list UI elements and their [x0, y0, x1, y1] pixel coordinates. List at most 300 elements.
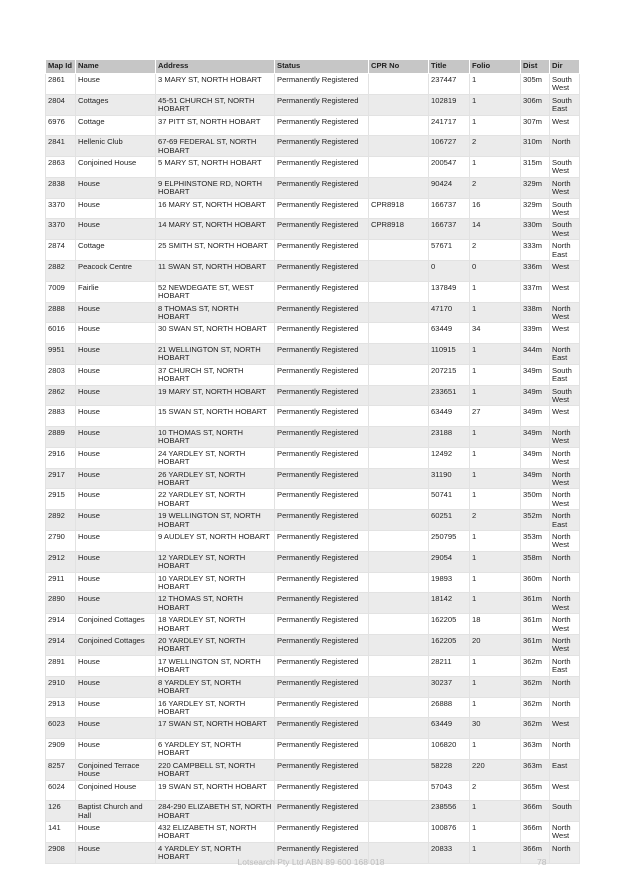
cell-address: 432 ELIZABETH ST, NORTH HOBART	[156, 821, 275, 842]
cell-map-id: 6024	[46, 780, 76, 801]
cell-dist: 361m	[521, 614, 550, 635]
cell-name: House	[76, 489, 156, 510]
cell-folio: 1	[470, 447, 521, 468]
cell-status: Permanently Registered	[275, 426, 369, 447]
cell-folio: 1	[470, 572, 521, 593]
cell-folio: 1	[470, 801, 521, 822]
cell-dir: North East	[550, 240, 580, 261]
cell-folio: 220	[470, 759, 521, 780]
cell-cpr-no	[369, 614, 429, 635]
table-row	[46, 426, 580, 447]
cell-folio: 0	[470, 261, 521, 282]
cell-map-id: 2861	[46, 74, 76, 95]
cell-dist: 361m	[521, 593, 550, 614]
cell-name: House	[76, 821, 156, 842]
cell-folio: 2	[470, 136, 521, 157]
cell-dist: 358m	[521, 551, 550, 572]
cell-status: Permanently Registered	[275, 676, 369, 697]
cell-title: 63449	[429, 718, 470, 739]
cell-folio: 30	[470, 718, 521, 739]
cell-dist: 305m	[521, 74, 550, 95]
cell-dir: North	[550, 136, 580, 157]
cell-folio: 1	[470, 697, 521, 718]
cell-map-id: 2914	[46, 635, 76, 656]
cell-status: Permanently Registered	[275, 697, 369, 718]
cell-dir: North	[550, 842, 580, 863]
cell-title: 162205	[429, 635, 470, 656]
cell-map-id: 2790	[46, 531, 76, 552]
cell-dir: South West	[550, 198, 580, 219]
cell-dir: North	[550, 697, 580, 718]
cell-status: Permanently Registered	[275, 364, 369, 385]
cell-map-id: 2912	[46, 551, 76, 572]
table-row	[46, 74, 580, 95]
cell-dist: 349m	[521, 385, 550, 406]
cell-dir: South	[550, 801, 580, 822]
cell-address: 4 YARDLEY ST, NORTH HOBART	[156, 842, 275, 863]
cell-dist: 337m	[521, 281, 550, 302]
cell-status: Permanently Registered	[275, 281, 369, 302]
cell-map-id: 126	[46, 801, 76, 822]
cell-status: Permanently Registered	[275, 343, 369, 364]
table-row	[46, 177, 580, 198]
cell-cpr-no	[369, 447, 429, 468]
cell-cpr-no	[369, 74, 429, 95]
cell-address: 22 YARDLEY ST, NORTH HOBART	[156, 489, 275, 510]
cell-title: 0	[429, 261, 470, 282]
cell-dist: 349m	[521, 426, 550, 447]
cell-name: House	[76, 718, 156, 739]
table-row	[46, 136, 580, 157]
table-row	[46, 718, 580, 739]
cell-dir: North West	[550, 447, 580, 468]
cell-address: 284-290 ELIZABETH ST, NORTH HOBART	[156, 801, 275, 822]
cell-cpr-no	[369, 468, 429, 489]
cell-address: 19 WELLINGTON ST, NORTH HOBART	[156, 510, 275, 531]
cell-map-id: 6976	[46, 115, 76, 136]
cell-dist: 336m	[521, 261, 550, 282]
cell-status: Permanently Registered	[275, 74, 369, 95]
cell-folio: 2	[470, 780, 521, 801]
table-row	[46, 572, 580, 593]
cell-folio: 1	[470, 551, 521, 572]
cell-name: House	[76, 510, 156, 531]
cell-name: House	[76, 385, 156, 406]
cell-status: Permanently Registered	[275, 655, 369, 676]
cell-dist: 366m	[521, 842, 550, 863]
cell-map-id: 2911	[46, 572, 76, 593]
cell-status: Permanently Registered	[275, 177, 369, 198]
header-dist: Dist	[521, 60, 550, 74]
cell-dist: 361m	[521, 635, 550, 656]
cell-status: Permanently Registered	[275, 94, 369, 115]
cell-name: House	[76, 323, 156, 344]
header-dir: Dir	[550, 60, 580, 74]
cell-cpr-no	[369, 510, 429, 531]
cell-dir: North East	[550, 655, 580, 676]
cell-status: Permanently Registered	[275, 572, 369, 593]
cell-title: 106820	[429, 738, 470, 759]
cell-title: 58228	[429, 759, 470, 780]
cell-dir: North	[550, 572, 580, 593]
cell-folio: 1	[470, 468, 521, 489]
cell-dir: West	[550, 718, 580, 739]
cell-dist: 353m	[521, 531, 550, 552]
cell-dist: 352m	[521, 510, 550, 531]
cell-address: 12 YARDLEY ST, NORTH HOBART	[156, 551, 275, 572]
cell-dir: West	[550, 261, 580, 282]
cell-folio: 1	[470, 94, 521, 115]
cell-dir: West	[550, 323, 580, 344]
cell-folio: 1	[470, 655, 521, 676]
cell-status: Permanently Registered	[275, 261, 369, 282]
cell-folio: 2	[470, 240, 521, 261]
cell-folio: 20	[470, 635, 521, 656]
header-status: Status	[275, 60, 369, 74]
cell-map-id: 2838	[46, 177, 76, 198]
cell-map-id: 9951	[46, 343, 76, 364]
cell-title: 166737	[429, 198, 470, 219]
cell-dist: 362m	[521, 655, 550, 676]
cell-map-id: 2917	[46, 468, 76, 489]
table-row	[46, 281, 580, 302]
cell-title: 106727	[429, 136, 470, 157]
cell-folio: 1	[470, 489, 521, 510]
cell-status: Permanently Registered	[275, 406, 369, 427]
cell-folio: 2	[470, 177, 521, 198]
cell-address: 6 YARDLEY ST, NORTH HOBART	[156, 738, 275, 759]
cell-folio: 1	[470, 115, 521, 136]
cell-title: 31190	[429, 468, 470, 489]
table-row	[46, 240, 580, 261]
cell-status: Permanently Registered	[275, 738, 369, 759]
cell-cpr-no	[369, 635, 429, 656]
cell-address: 25 SMITH ST, NORTH HOBART	[156, 240, 275, 261]
header-title: Title	[429, 60, 470, 74]
cell-cpr-no: CPR8918	[369, 198, 429, 219]
cell-cpr-no: CPR8918	[369, 219, 429, 240]
cell-dir: North	[550, 551, 580, 572]
header-address: Address	[156, 60, 275, 74]
cell-map-id: 2803	[46, 364, 76, 385]
cell-address: 17 SWAN ST, NORTH HOBART	[156, 718, 275, 739]
cell-dir: North	[550, 676, 580, 697]
cell-status: Permanently Registered	[275, 302, 369, 323]
cell-address: 67-69 FEDERAL ST, NORTH HOBART	[156, 136, 275, 157]
cell-status: Permanently Registered	[275, 136, 369, 157]
cell-folio: 1	[470, 281, 521, 302]
cell-cpr-no	[369, 240, 429, 261]
cell-address: 17 WELLINGTON ST, NORTH HOBART	[156, 655, 275, 676]
cell-map-id: 2915	[46, 489, 76, 510]
cell-name: House	[76, 697, 156, 718]
header-folio: Folio	[470, 60, 521, 74]
cell-map-id: 2888	[46, 302, 76, 323]
table-row	[46, 364, 580, 385]
header-map-id: Map Id	[46, 60, 76, 74]
cell-cpr-no	[369, 489, 429, 510]
cell-dir: South East	[550, 364, 580, 385]
cell-dir: North West	[550, 593, 580, 614]
cell-cpr-no	[369, 718, 429, 739]
cell-status: Permanently Registered	[275, 115, 369, 136]
cell-name: House	[76, 74, 156, 95]
cell-folio: 1	[470, 74, 521, 95]
cell-cpr-no	[369, 323, 429, 344]
cell-dir: South West	[550, 74, 580, 95]
cell-cpr-no	[369, 177, 429, 198]
table-row	[46, 635, 580, 656]
cell-map-id: 2804	[46, 94, 76, 115]
cell-status: Permanently Registered	[275, 801, 369, 822]
footer-company: Lotsearch Pty Ltd ABN 89 600 168 018	[237, 857, 385, 867]
table-row	[46, 323, 580, 344]
cell-address: 9 ELPHINSTONE RD, NORTH HOBART	[156, 177, 275, 198]
cell-dist: 363m	[521, 759, 550, 780]
cell-cpr-no	[369, 136, 429, 157]
cell-title: 207215	[429, 364, 470, 385]
cell-address: 45-51 CHURCH ST, NORTH HOBART	[156, 94, 275, 115]
table-row	[46, 219, 580, 240]
table-row	[46, 406, 580, 427]
cell-address: 10 YARDLEY ST, NORTH HOBART	[156, 572, 275, 593]
cell-folio: 1	[470, 676, 521, 697]
cell-address: 5 MARY ST, NORTH HOBART	[156, 157, 275, 178]
cell-map-id: 2916	[46, 447, 76, 468]
cell-cpr-no	[369, 115, 429, 136]
cell-dist: 330m	[521, 219, 550, 240]
cell-cpr-no	[369, 738, 429, 759]
cell-address: 8 YARDLEY ST, NORTH HOBART	[156, 676, 275, 697]
cell-title: 162205	[429, 614, 470, 635]
cell-dist: 349m	[521, 406, 550, 427]
cell-folio: 1	[470, 364, 521, 385]
cell-name: Conjoined Cottages	[76, 614, 156, 635]
cell-dist: 338m	[521, 302, 550, 323]
cell-dir: North West	[550, 302, 580, 323]
cell-dir: North West	[550, 426, 580, 447]
cell-address: 20 YARDLEY ST, NORTH HOBART	[156, 635, 275, 656]
cell-dir: North West	[550, 489, 580, 510]
cell-cpr-no	[369, 343, 429, 364]
cell-dist: 349m	[521, 447, 550, 468]
cell-status: Permanently Registered	[275, 157, 369, 178]
cell-title: 63449	[429, 406, 470, 427]
table-row	[46, 261, 580, 282]
table-row	[46, 697, 580, 718]
cell-folio: 1	[470, 302, 521, 323]
cell-name: House	[76, 655, 156, 676]
cell-address: 37 CHURCH ST, NORTH HOBART	[156, 364, 275, 385]
cell-folio: 1	[470, 593, 521, 614]
cell-cpr-no	[369, 531, 429, 552]
cell-address: 52 NEWDEGATE ST, WEST HOBART	[156, 281, 275, 302]
cell-title: 18142	[429, 593, 470, 614]
cell-folio: 2	[470, 510, 521, 531]
cell-cpr-no	[369, 593, 429, 614]
cell-map-id: 6016	[46, 323, 76, 344]
cell-dist: 362m	[521, 676, 550, 697]
cell-dir: North West	[550, 635, 580, 656]
cell-dir: North East	[550, 343, 580, 364]
cell-dir: West	[550, 281, 580, 302]
cell-title: 250795	[429, 531, 470, 552]
cell-title: 26888	[429, 697, 470, 718]
cell-title: 12492	[429, 447, 470, 468]
table-row	[46, 489, 580, 510]
cell-folio: 1	[470, 842, 521, 863]
cell-map-id: 2908	[46, 842, 76, 863]
cell-title: 200547	[429, 157, 470, 178]
table-row	[46, 655, 580, 676]
cell-address: 9 AUDLEY ST, NORTH HOBART	[156, 531, 275, 552]
cell-status: Permanently Registered	[275, 219, 369, 240]
cell-name: House	[76, 219, 156, 240]
cell-folio: 1	[470, 385, 521, 406]
cell-name: House	[76, 406, 156, 427]
cell-status: Permanently Registered	[275, 447, 369, 468]
cell-address: 12 THOMAS ST, NORTH HOBART	[156, 593, 275, 614]
cell-dist: 307m	[521, 115, 550, 136]
cell-dir: East	[550, 759, 580, 780]
cell-address: 19 SWAN ST, NORTH HOBART	[156, 780, 275, 801]
cell-status: Permanently Registered	[275, 468, 369, 489]
table-row	[46, 198, 580, 219]
cell-status: Permanently Registered	[275, 531, 369, 552]
cell-map-id: 141	[46, 821, 76, 842]
cell-cpr-no	[369, 281, 429, 302]
cell-title: 102819	[429, 94, 470, 115]
cell-cpr-no	[369, 157, 429, 178]
cell-status: Permanently Registered	[275, 240, 369, 261]
cell-address: 11 SWAN ST, NORTH HOBART	[156, 261, 275, 282]
table-row	[46, 738, 580, 759]
cell-title: 20833	[429, 842, 470, 863]
cell-folio: 18	[470, 614, 521, 635]
cell-address: 16 YARDLEY ST, NORTH HOBART	[156, 697, 275, 718]
cell-name: Conjoined House	[76, 780, 156, 801]
cell-name: House	[76, 302, 156, 323]
cell-status: Permanently Registered	[275, 489, 369, 510]
cell-title: 110915	[429, 343, 470, 364]
cell-address: 8 THOMAS ST, NORTH HOBART	[156, 302, 275, 323]
cell-name: House	[76, 531, 156, 552]
cell-title: 29054	[429, 551, 470, 572]
table-header-row	[46, 60, 580, 74]
cell-title: 57671	[429, 240, 470, 261]
cell-map-id: 2862	[46, 385, 76, 406]
cell-dir: North West	[550, 531, 580, 552]
cell-dir: North	[550, 738, 580, 759]
cell-dir: North East	[550, 510, 580, 531]
cell-folio: 34	[470, 323, 521, 344]
cell-address: 15 SWAN ST, NORTH HOBART	[156, 406, 275, 427]
footer-page-number: 78	[537, 857, 547, 867]
cell-map-id: 6023	[46, 718, 76, 739]
cell-dist: 349m	[521, 364, 550, 385]
cell-status: Permanently Registered	[275, 593, 369, 614]
cell-name: House	[76, 198, 156, 219]
cell-dist: 362m	[521, 697, 550, 718]
cell-cpr-no	[369, 94, 429, 115]
cell-dir: West	[550, 406, 580, 427]
table-row	[46, 115, 580, 136]
cell-folio: 27	[470, 406, 521, 427]
cell-address: 37 PITT ST, NORTH HOBART	[156, 115, 275, 136]
cell-dir: North West	[550, 468, 580, 489]
cell-map-id: 2910	[46, 676, 76, 697]
cell-address: 14 MARY ST, NORTH HOBART	[156, 219, 275, 240]
cell-title: 137849	[429, 281, 470, 302]
cell-map-id: 3370	[46, 198, 76, 219]
cell-address: 19 MARY ST, NORTH HOBART	[156, 385, 275, 406]
cell-cpr-no	[369, 676, 429, 697]
cell-title: 19893	[429, 572, 470, 593]
cell-cpr-no	[369, 697, 429, 718]
table-row	[46, 531, 580, 552]
cell-map-id: 2913	[46, 697, 76, 718]
cell-status: Permanently Registered	[275, 551, 369, 572]
cell-name: House	[76, 738, 156, 759]
table-body	[46, 74, 580, 864]
cell-dist: 366m	[521, 801, 550, 822]
cell-dist: 306m	[521, 94, 550, 115]
cell-name: House	[76, 551, 156, 572]
cell-name: Cottage	[76, 115, 156, 136]
cell-title: 30237	[429, 676, 470, 697]
table-row	[46, 801, 580, 822]
cell-title: 238556	[429, 801, 470, 822]
cell-dir: West	[550, 115, 580, 136]
cell-status: Permanently Registered	[275, 821, 369, 842]
cell-cpr-no	[369, 406, 429, 427]
cell-dir: North West	[550, 177, 580, 198]
table-row	[46, 157, 580, 178]
cell-status: Permanently Registered	[275, 842, 369, 863]
cell-title: 23188	[429, 426, 470, 447]
cell-title: 28211	[429, 655, 470, 676]
cell-status: Permanently Registered	[275, 198, 369, 219]
cell-cpr-no	[369, 385, 429, 406]
cell-dist: 333m	[521, 240, 550, 261]
cell-dir: South West	[550, 219, 580, 240]
table-row	[46, 593, 580, 614]
cell-name: House	[76, 426, 156, 447]
cell-map-id: 2891	[46, 655, 76, 676]
cell-dist: 315m	[521, 157, 550, 178]
cell-dir: North West	[550, 821, 580, 842]
cell-folio: 1	[470, 157, 521, 178]
cell-dist: 362m	[521, 718, 550, 739]
table-row	[46, 551, 580, 572]
cell-address: 3 MARY ST, NORTH HOBART	[156, 74, 275, 95]
cell-name: Conjoined House	[76, 157, 156, 178]
cell-title: 50741	[429, 489, 470, 510]
cell-map-id: 8257	[46, 759, 76, 780]
cell-name: House	[76, 177, 156, 198]
cell-dist: 344m	[521, 343, 550, 364]
cell-dir: South East	[550, 94, 580, 115]
cell-name: Baptist Church and Hall	[76, 801, 156, 822]
cell-map-id: 2914	[46, 614, 76, 635]
cell-dist: 339m	[521, 323, 550, 344]
cell-name: House	[76, 468, 156, 489]
cell-map-id: 2890	[46, 593, 76, 614]
table-row	[46, 468, 580, 489]
cell-title: 60251	[429, 510, 470, 531]
cell-title: 100876	[429, 821, 470, 842]
cell-title: 233651	[429, 385, 470, 406]
